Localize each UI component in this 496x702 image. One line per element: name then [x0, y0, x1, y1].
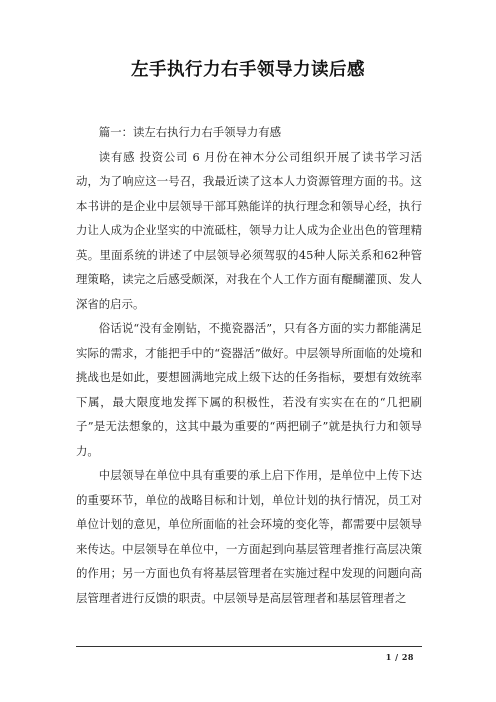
paragraph-middle-manager: 中层领导在单位中具有重要的承上启下作用，是单位中上传下达的重要环节，单位的战略目标和计划，单位计划的执行情况，员工对单位计划的意见，单位所面临的社会环境的变化等，都需要中层领导来传达。中层领导在单位中，一方面起到向基层管理者推行高层决策的作用；另一方面也负有将基层管理者在实施过程中发现的问题向高层管理者进行反馈的职责。中层领导是高层管理者和基层管理者之 [76, 468, 422, 605]
page-number: 1 / 28 [385, 652, 414, 662]
document-title: 左手执行力右手领导力读后感 [131, 60, 365, 80]
document-body [76, 120, 422, 610]
footer-divider [76, 646, 422, 647]
paragraph-proverb: 俗话说“没有金刚钻，不揽瓷器活”，只有各方面的实力都能满足实际的需求，才能把手中的“瓷器活”做好。中层领导所面临的处境和挑战也是如此，要想圆满地完成上级下达的任务指标，要想有效统率下属，最大限度地发挥下属的积极性，若没有实实在在的“几把刷子”是无法想象的，这其中最为重要的“两把刷子”就是执行力和领导力。 [76, 321, 422, 458]
section-heading: 篇一：读左右执行力右手领导力有感 [98, 125, 282, 139]
paragraph-intro: 读有感 投资公司 6 月份在神木分公司组织开展了读书学习活动，为了响应这一号召，我最近读了这本人力资源管理方面的书。这本书讲的是企业中层领导干部耳熟能详的执行理念和领导心经，执行力让人成为企业坚实的中流砥柱，领导力让人成为企业出色的管理精英。里面系统的讲述了中层领导必须驾驭的45种人际关系和62种管理策略，读完之后感受颇深，对我在个人工作方面有醍醐灌顶、发人深省的启示。 [76, 149, 422, 311]
